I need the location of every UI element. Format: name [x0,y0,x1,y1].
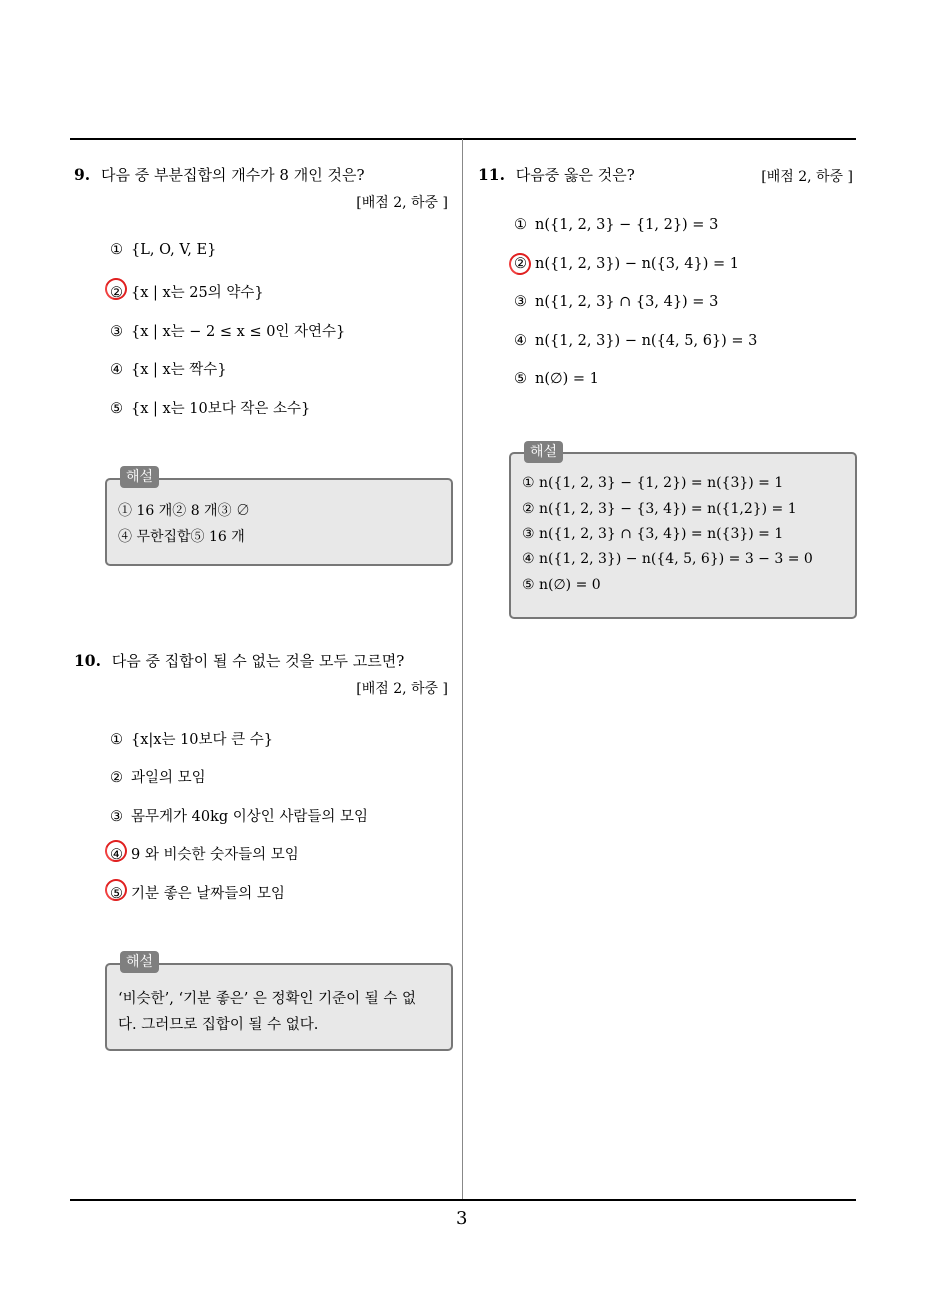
q10-solution-line: ‘비슷한’, ‘기분 좋은’ 은 정확인 기준이 될 수 없 [118,991,417,1007]
q11-text: 다음중 옳은 것은? [515,166,635,184]
q10-option-4[interactable] [110,843,299,864]
q10-meta: [배점 2, 하중 ] [356,681,448,697]
option-text: {x | x는 − 2 ≤ x ≤ 0인 자연수} [131,324,346,340]
q9-solution-line: ① 16 개② 8 개③ ∅ [118,503,251,519]
q9-meta: [배점 2, 하중 ] [356,195,448,211]
option-text: 기분 좋은 날짜들의 모임 [131,886,285,902]
q11-option-4[interactable] [514,333,757,349]
top-rule [70,138,856,140]
option-text: {x | x는 25의 약수} [131,285,264,301]
q11-number: 11. [478,165,505,184]
bottom-rule [70,1199,856,1201]
q11-solution-label: 해설 [524,441,563,463]
q9-option-1[interactable] [110,242,216,258]
q11-solution-line: ① n({1, 2, 3} − {1, 2}) = n({3}) = 1 [522,475,784,491]
option-mark: ④ [514,333,527,349]
q9-option-5[interactable] [110,397,310,418]
q11-title [478,164,635,185]
option-mark: ① [514,217,527,233]
q11-solution-line: ③ n({1, 2, 3} ∩ {3, 4}) = n({3}) = 1 [522,526,784,542]
option-mark: ⑤ [110,886,123,902]
q10-option-1[interactable] [110,728,273,749]
option-text: n({1, 2, 3}) − n({3, 4}) = 1 [535,256,739,272]
option-mark: ② [514,256,527,272]
option-text: {x | x는 10보다 작은 소수} [131,401,311,417]
q11-option-3[interactable] [514,294,718,310]
answer-circle-mark [505,249,534,278]
option-mark: ③ [110,324,123,340]
q11-option-2[interactable] [514,256,739,272]
q10-option-3[interactable] [110,805,368,826]
option-mark: ④ [110,847,123,863]
q11-option-1[interactable] [514,217,718,233]
q11-solution-line: ② n({1, 2, 3} − {3, 4}) = n({1,2}) = 1 [522,501,797,517]
q10-number: 10. [74,651,101,670]
option-mark: ⑤ [110,401,123,417]
option-mark: ④ [110,362,123,378]
option-text: {x|x는 10보다 큰 수} [131,732,274,748]
q9-option-2[interactable] [110,281,264,302]
option-mark: ③ [110,809,123,825]
q9-option-4[interactable] [110,358,227,379]
option-text: n({1, 2, 3} − {1, 2}) = 3 [535,217,719,233]
q10-solution-label: 해설 [120,951,159,973]
option-mark: ① [110,732,123,748]
option-mark: ② [110,770,123,786]
option-mark: ① [110,242,123,258]
option-text: {L, O, V, E} [131,242,217,258]
q11-meta: [배점 2, 하중 ] [761,169,853,185]
q9-option-3[interactable] [110,320,345,341]
option-text: n(∅) = 1 [535,371,599,387]
q11-option-5[interactable] [514,371,599,387]
q10-title [74,650,404,671]
option-mark: ③ [514,294,527,310]
page-number: 3 [456,1208,468,1229]
option-text: 몸무게가 40kg 이상인 사람들의 모임 [131,809,369,825]
q9-number: 9. [74,165,91,184]
option-text: 과일의 모임 [131,770,206,786]
q9-solution-box [105,478,453,566]
q10-text: 다음 중 집합이 될 수 없는 것을 모두 고르면? [111,652,405,670]
option-mark: ⑤ [514,371,527,387]
option-mark: ② [110,285,123,301]
option-text: n({1, 2, 3}) − n({4, 5, 6}) = 3 [535,333,758,349]
option-text: {x | x는 짝수} [131,362,227,378]
q10-option-2[interactable] [110,766,206,787]
q9-title [74,164,365,185]
q9-text: 다음 중 부분집합의 개수가 8 개인 것은? [100,166,365,184]
q9-solution-line: ④ 무한집합⑤ 16 개 [118,529,245,545]
q10-option-5[interactable] [110,882,285,903]
q11-solution-line: ⑤ n(∅) = 0 [522,577,601,593]
column-divider [462,139,463,1201]
option-text: 9 와 비슷한 숫자들의 모임 [131,847,299,863]
q10-solution-line: 다. 그러므로 집합이 될 수 없다. [118,1017,319,1033]
q9-solution-label: 해설 [120,466,159,488]
q11-solution-line: ④ n({1, 2, 3}) − n({4, 5, 6}) = 3 − 3 = 0 [522,551,813,567]
option-text: n({1, 2, 3} ∩ {3, 4}) = 3 [535,294,719,310]
